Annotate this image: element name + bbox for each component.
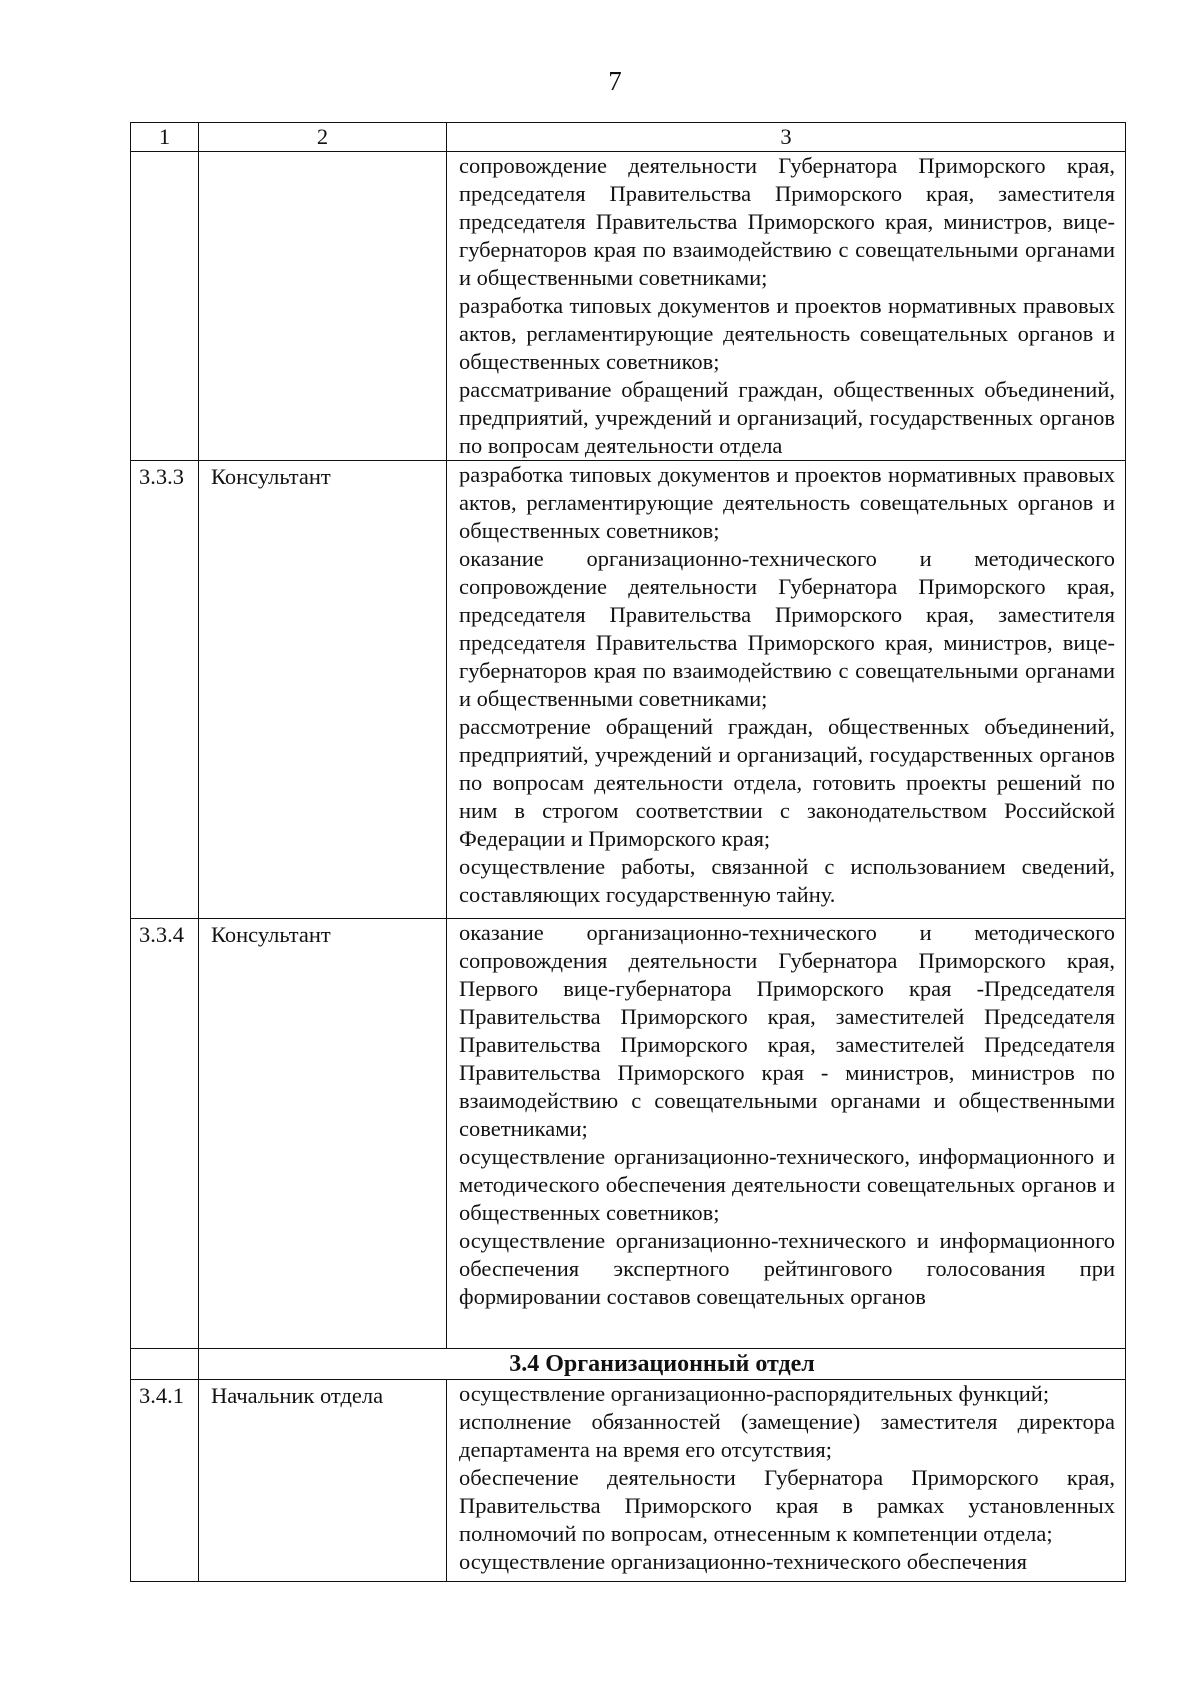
column-header-2: 2 xyxy=(199,123,447,152)
row-position xyxy=(199,152,447,461)
row-duties xyxy=(447,152,1126,461)
section-heading: 3.4 Организационный отдел xyxy=(199,1349,1126,1380)
table-row xyxy=(131,1380,1126,1582)
table-row xyxy=(131,919,1126,1349)
duty-item: обеспечение деятельности Губернатора Приморского края, Правительства Приморского края в рамках установленных полномочий по вопросам, отнесенным к компетенции отдела; xyxy=(459,1465,1115,1546)
duty-item: осуществление работы, связанной с использованием сведений, составляющих государственную тайну. xyxy=(459,854,1115,907)
duty-item: разработка типовых документов и проектов нормативных правовых актов, регламентирующие деятельность совещательных органов и общественных советников; xyxy=(459,293,1115,374)
row-position: Начальник отдела xyxy=(199,1380,447,1582)
duty-item: оказание организационно-технического и методического сопровождения деятельности Губернатора Приморского края, Первого вице-губернатора Приморского края -Председателя Правительства Приморского края, заместителей Председателя Правительства Приморского края, заместителей Председателя Правительства Приморского края - министров, министров по взаимодействию с совещательными органами и общественными советниками; xyxy=(459,920,1115,1141)
duty-item: сопровождение деятельности Губернатора Приморского края, председателя Правительства Приморского края, заместителя председателя Правительства Приморского края, министров, вице-губернаторов края по взаимодействию с совещательными органами и общественными советниками; xyxy=(459,153,1115,290)
duty-item: исполнение обязанностей (замещение) заместителя директора департамента на время его отсутствия; xyxy=(459,1409,1115,1462)
table-row-continuation xyxy=(131,152,1126,461)
row-number: 3.4.1 xyxy=(131,1380,199,1582)
row-number: 3.3.4 xyxy=(131,919,199,1349)
row-number xyxy=(131,152,199,461)
duty-item: рассмотрение обращений граждан, общественных объединений, предприятий, учреждений и организаций, государственных органов по вопросам деятельности отдела, готовить проекты решений по ним в строгом соответствии с законодательством Российской Федерации и Приморского края; xyxy=(459,714,1115,851)
duty-item: оказание организационно-технического и методического сопровождение деятельности Губернатора Приморского края, председателя Правительства Приморского края, заместителя председателя Правительства Приморского края, министров, вице-губернаторов края по взаимодействию с совещательными органами и общественными советниками; xyxy=(459,546,1115,711)
column-header-3: 3 xyxy=(447,123,1126,152)
duty-item: разработка типовых документов и проектов нормативных правовых актов, регламентирующие деятельность совещательных органов и общественных советников; xyxy=(459,462,1115,543)
row-number: 3.3.3 xyxy=(131,461,199,919)
section-heading-row xyxy=(131,1349,1126,1380)
duty-item: осуществление организационно-технического и информационного обеспечения экспертного рейтингового голосования при формировании составов совещательных органов xyxy=(459,1228,1115,1309)
duty-item: осуществление организационно-технического, информационного и методического обеспечения деятельности совещательных органов и общественных советников; xyxy=(459,1144,1115,1225)
column-header-1: 1 xyxy=(131,123,199,152)
row-position: Консультант xyxy=(199,461,447,919)
row-position: Консультант xyxy=(199,919,447,1349)
row-duties xyxy=(447,1380,1126,1582)
row-duties xyxy=(447,919,1126,1349)
duties-table xyxy=(130,122,1126,1582)
duty-item: осуществление организационно-технического обеспечения xyxy=(459,1549,1027,1574)
page-number: 7 xyxy=(608,66,622,96)
table-row xyxy=(131,461,1126,919)
row-duties xyxy=(447,461,1126,919)
section-heading-spacer xyxy=(131,1349,199,1380)
duty-item: рассматривание обращений граждан, общественных объединений, предприятий, учреждений и организаций, государственных органов по вопросам деятельности отдела xyxy=(459,377,1115,458)
duty-item: осуществление организационно-распорядительных функций; xyxy=(459,1381,1050,1406)
table-header-row xyxy=(131,123,1126,152)
